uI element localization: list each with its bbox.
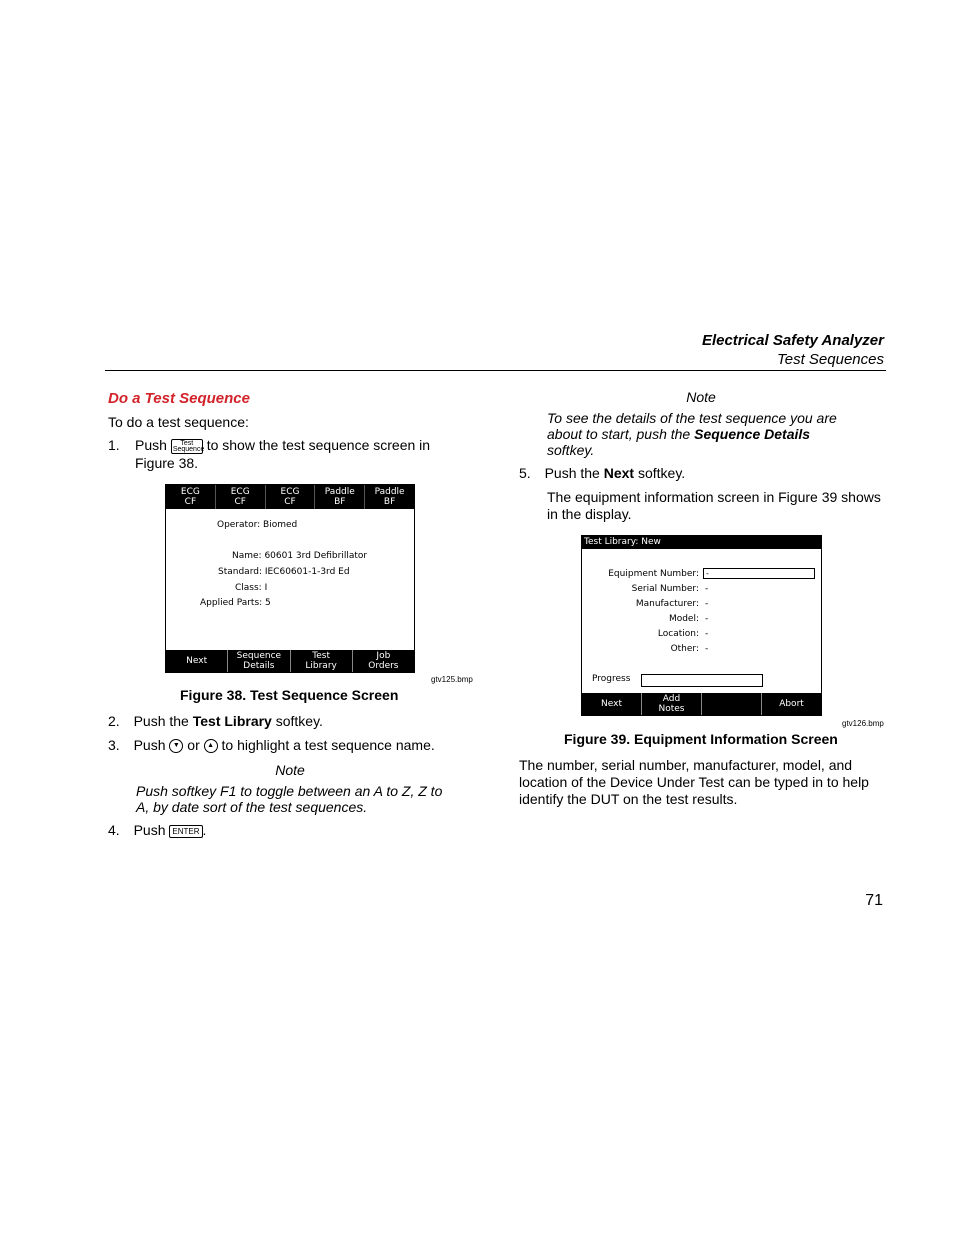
- softkey-label: Sequence: [236, 651, 282, 661]
- next-softkey: [582, 693, 642, 715]
- sequence-details-softkey: [228, 650, 290, 672]
- step-text-part: softkey.: [637, 465, 686, 481]
- step-text-part: .: [202, 822, 207, 838]
- softkey-label: BF: [334, 497, 346, 507]
- softkey-label: Orders: [368, 661, 399, 671]
- progress-label: Progress: [592, 674, 631, 684]
- screen-title-bar: [582, 536, 821, 549]
- step-number: 4.: [108, 822, 120, 838]
- step-5: [519, 465, 685, 482]
- softkey-label: Paddle: [374, 487, 405, 497]
- equipment-number-label: Equipment Number:: [608, 569, 699, 579]
- note-2-heading: Note: [686, 389, 716, 405]
- softkey-label: Library: [305, 661, 337, 671]
- note-1-line-1: Push softkey F1 to toggle between an A to Z, Z to: [136, 783, 443, 799]
- field-value: -: [706, 569, 709, 578]
- after-para-line-2: location of the Device Under Test can be typed in to help: [519, 774, 869, 790]
- step-text-cont: Figure 38.: [135, 455, 199, 471]
- class-line: Class: I: [235, 583, 268, 593]
- down-arrow-key-icon: ▼: [169, 739, 183, 753]
- empty-softkey: [702, 693, 762, 715]
- step-text-part: Push the: [544, 465, 600, 481]
- softkey-label: Next: [601, 699, 622, 709]
- test-library-softkey: [291, 650, 353, 672]
- note-text-part: about to start, push the: [547, 426, 691, 442]
- step-text-part: Push: [135, 437, 167, 453]
- softkey-label: Next: [186, 656, 208, 666]
- top-softkey-1: [166, 485, 216, 509]
- step-number: 2.: [108, 713, 120, 729]
- figure-38-caption: Figure 38. Test Sequence Screen: [180, 687, 399, 703]
- other-label: Other:: [670, 644, 699, 654]
- section-title: Do a Test Sequence: [108, 390, 250, 407]
- model-value: -: [705, 614, 709, 624]
- next-softkey: [166, 650, 228, 672]
- step-text-part: Push: [133, 737, 166, 753]
- softkey-label: ECG: [180, 487, 200, 497]
- note-2-line-1: To see the details of the test sequence you are: [547, 410, 837, 426]
- figure-39-caption: Figure 39. Equipment Information Screen: [564, 731, 838, 747]
- step-5-para-1: The equipment information screen in Figure 39 shows: [547, 489, 881, 505]
- softkey-label: CF: [184, 497, 197, 507]
- top-softkey-4: [315, 485, 365, 509]
- softkey-label: CF: [284, 497, 296, 507]
- softkey-label: Abort: [779, 699, 804, 709]
- job-orders-softkey: [353, 650, 414, 672]
- note-1-heading: Note: [275, 762, 305, 778]
- next-ref: Next: [603, 465, 635, 481]
- model-label: Model:: [668, 614, 699, 624]
- name-line: Name: 60601 3rd Defibrillator: [232, 551, 368, 561]
- step-4: [108, 822, 206, 839]
- serial-number-label: Serial Number:: [631, 584, 699, 594]
- location-value: -: [705, 629, 709, 639]
- add-notes-softkey: [642, 693, 702, 715]
- softkey-label: Job: [376, 651, 391, 661]
- softkey-label: ECG: [230, 487, 250, 497]
- manufacturer-label: Manufacturer:: [635, 599, 699, 609]
- other-value: -: [705, 644, 709, 654]
- softkey-label: Details: [243, 661, 275, 671]
- operator-line: Operator: Biomed: [217, 520, 298, 530]
- softkey-label: Test: [312, 651, 330, 661]
- softkey-bottom-bar: [582, 693, 821, 715]
- after-para-line-3: identify the DUT on the test results.: [519, 791, 738, 807]
- test-library-ref: Test Library: [192, 713, 272, 729]
- applied-parts-line: Applied Parts: 5: [200, 598, 271, 608]
- top-softkey-2: [216, 485, 266, 509]
- step-text-part: Push: [133, 822, 166, 838]
- after-para-line-1: The number, serial number, manufacturer, model, and: [519, 757, 853, 773]
- step-text-part: to show the test sequence screen in: [206, 437, 431, 453]
- progress-bar: [641, 674, 763, 687]
- step-text: [135, 437, 430, 454]
- header-rule: [105, 370, 886, 371]
- step-text-part: softkey.: [275, 713, 323, 729]
- figure-38-filename: gtv125.bmp: [431, 675, 473, 684]
- figure-38-screen: [165, 484, 415, 673]
- figure-39-filename: gtv126.bmp: [842, 719, 884, 728]
- up-arrow-key-icon: ▲: [204, 739, 218, 753]
- softkey-label: Paddle: [324, 487, 355, 497]
- page-number: 71: [865, 892, 883, 909]
- top-softkey-5: [365, 485, 414, 509]
- test-sequence-key-icon: Test Sequence: [172, 439, 205, 453]
- softkey-bottom-bar: [166, 650, 414, 672]
- step-3: [108, 737, 435, 754]
- enter-key-icon: ENTER: [169, 825, 202, 838]
- softkey-label: Add: [662, 694, 681, 704]
- top-softkey-3: [266, 485, 316, 509]
- note-1-line-2: A, by date sort of the test sequences.: [136, 799, 368, 815]
- step-number: 5.: [519, 465, 531, 481]
- softkey-label: CF: [234, 497, 246, 507]
- softkey-top-bar: [166, 485, 414, 509]
- abort-softkey: [762, 693, 821, 715]
- location-label: Location:: [657, 629, 699, 639]
- step-text-part: Push the: [133, 713, 189, 729]
- standard-line: Standard: IEC60601-1-3rd Ed: [218, 567, 350, 577]
- softkey-label: BF: [383, 497, 396, 507]
- step-number: 1.: [108, 437, 120, 453]
- figure-39-screen: [581, 535, 822, 716]
- screen-title: Test Library: New: [584, 537, 661, 547]
- sequence-details-ref: Sequence Details: [694, 426, 811, 442]
- equipment-number-field: [703, 568, 815, 579]
- step-number: 3.: [108, 737, 120, 753]
- manufacturer-value: -: [705, 599, 709, 609]
- step-text-part: to highlight a test sequence name.: [221, 737, 435, 753]
- header-title: Electrical Safety Analyzer: [701, 332, 884, 349]
- step-text-part: or: [187, 737, 200, 753]
- note-2-line-2: [547, 426, 810, 443]
- header-subtitle: Test Sequences: [776, 351, 884, 368]
- note-2-line-3: softkey.: [547, 442, 595, 458]
- softkey-label: ECG: [280, 487, 300, 497]
- step-5-para-2: in the display.: [547, 506, 632, 522]
- softkey-label: Notes: [658, 704, 685, 714]
- serial-number-value: -: [705, 584, 709, 594]
- intro-text: To do a test sequence:: [108, 414, 249, 430]
- step-2: [108, 713, 323, 730]
